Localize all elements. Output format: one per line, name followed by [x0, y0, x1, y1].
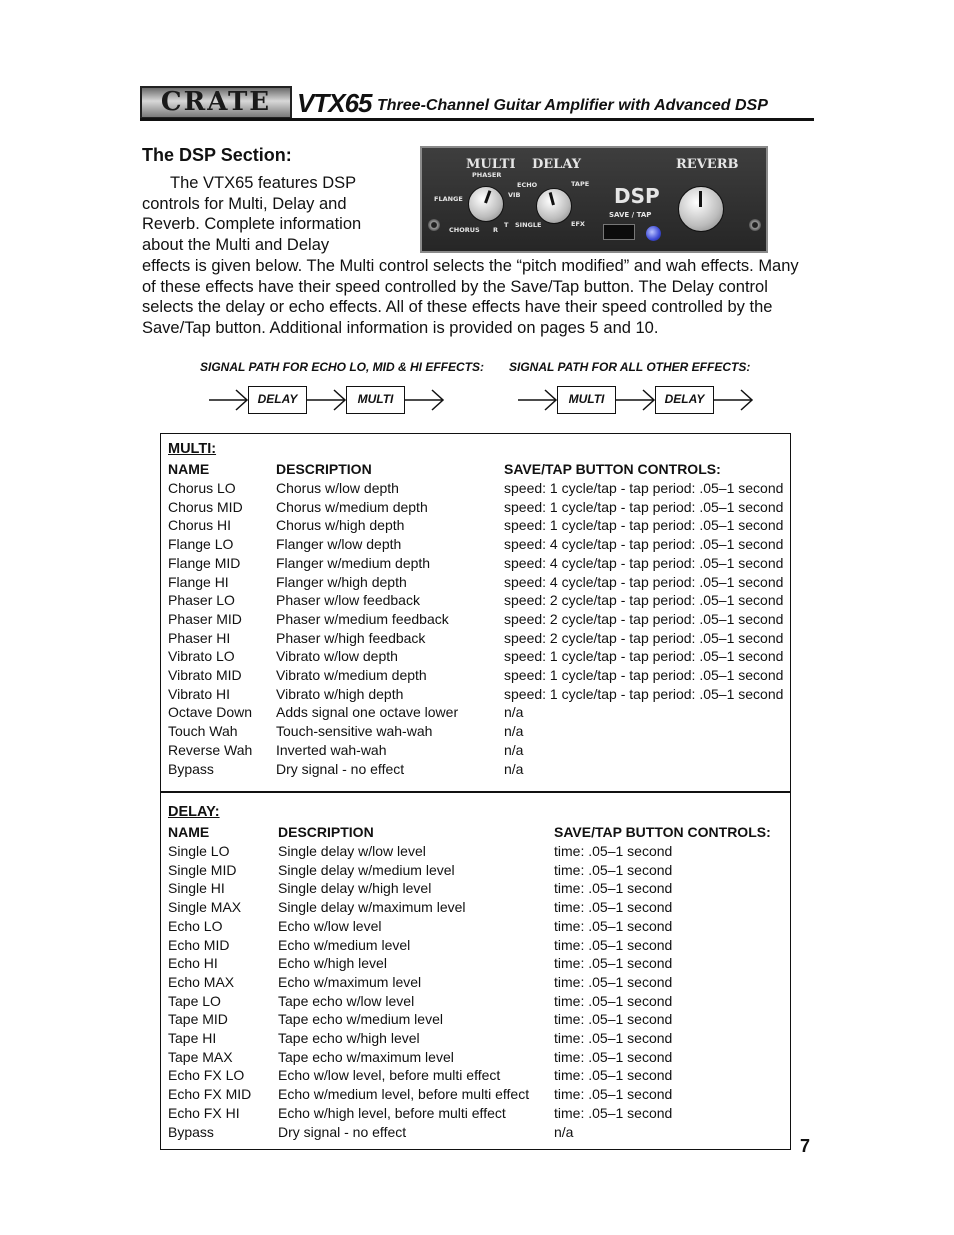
- table-row: [168, 879, 788, 898]
- table-row: [168, 992, 788, 1011]
- multi-header-name: NAME: [168, 461, 210, 477]
- cell-description: Single delay w/low level: [278, 843, 426, 859]
- table-row: [168, 685, 788, 704]
- cell-description: Chorus w/low depth: [276, 480, 399, 496]
- signal-path-label-other: SIGNAL PATH FOR ALL OTHER EFFECTS:: [509, 360, 751, 374]
- cell-name: Octave Down: [168, 704, 253, 721]
- save-tap-led: [646, 226, 661, 241]
- save-tap-label: SAVE / TAP: [609, 211, 652, 219]
- cell-controls: n/a: [504, 760, 524, 777]
- left-screw-icon: [428, 219, 440, 231]
- cell-name: Single MAX: [168, 899, 242, 916]
- marking-r: R: [493, 226, 499, 234]
- cell-description: Inverted wah-wah: [276, 741, 387, 758]
- cell-name: Phaser LO: [168, 592, 235, 609]
- cell-description: Tape echo w/maximum level: [278, 1048, 454, 1065]
- table-row: [168, 629, 788, 648]
- cell-description: Vibrato w/high depth: [276, 685, 404, 702]
- panel-reverb-label: REVERB: [676, 157, 739, 172]
- dsp-label: DSP: [614, 184, 660, 208]
- cell-name: Chorus HI: [168, 517, 232, 534]
- cell-name: Chorus LO: [168, 480, 236, 496]
- cell-controls: speed: 1 cycle/tap - tap period: .05–1 second: [504, 648, 784, 665]
- cell-name: Echo FX HI: [168, 1104, 240, 1121]
- multi-header-description: DESCRIPTION: [276, 461, 372, 477]
- cell-controls: time: .05–1 second: [554, 1086, 673, 1103]
- table-row: [168, 842, 788, 861]
- cell-description: Tape echo w/medium level: [278, 1011, 443, 1028]
- cell-controls: time: .05–1 second: [554, 1048, 673, 1065]
- cell-controls: speed: 4 cycle/tap - tap period: .05–1 second: [504, 554, 784, 571]
- cell-controls: n/a: [554, 1123, 574, 1140]
- cell-name: Single HI: [168, 880, 225, 897]
- table-row: [168, 591, 788, 610]
- multi-table-title: MULTI:: [168, 441, 217, 457]
- cell-description: Echo w/low level: [278, 917, 382, 934]
- cell-description: Vibrato w/low depth: [276, 648, 398, 665]
- header-subtitle: Three-Channel Guitar Amplifier with Advanced DSP: [377, 97, 768, 114]
- cell-name: Tape HI: [168, 1030, 217, 1046]
- cell-description: Echo w/high level, before multi effect: [278, 1104, 506, 1121]
- cell-name: Vibrato LO: [168, 648, 235, 665]
- table-row: [168, 666, 788, 685]
- table-row: [168, 973, 788, 992]
- table-row: [168, 554, 788, 573]
- cell-controls: n/a: [504, 741, 524, 758]
- cell-controls: speed: 4 cycle/tap - tap period: .05–1 second: [504, 573, 784, 590]
- cell-controls: speed: 2 cycle/tap - tap period: .05–1 second: [504, 629, 784, 646]
- cell-controls: speed: 1 cycle/tap - tap period: .05–1 second: [504, 480, 784, 496]
- save-tap-button[interactable]: [603, 224, 635, 240]
- cell-name: Echo FX LO: [168, 1067, 245, 1084]
- cell-name: Flange LO: [168, 536, 234, 553]
- signal-path-label-echo: SIGNAL PATH FOR ECHO LO, MID & HI EFFECTS:: [200, 360, 484, 374]
- signal-block-multi: MULTI: [346, 386, 405, 414]
- table-row: [168, 760, 788, 779]
- marking-single: SINGLE: [515, 221, 542, 229]
- cell-controls: time: .05–1 second: [554, 1030, 673, 1046]
- cell-description: Chorus w/high depth: [276, 517, 405, 534]
- cell-name: Flange MID: [168, 554, 241, 571]
- table-row: [168, 1104, 788, 1123]
- cell-controls: time: .05–1 second: [554, 861, 673, 878]
- cell-name: Tape LO: [168, 992, 221, 1009]
- cell-description: Flanger w/medium depth: [276, 554, 431, 571]
- cell-name: Phaser MID: [168, 610, 242, 627]
- signal-block-delay: DELAY: [655, 386, 714, 414]
- cell-controls: n/a: [504, 704, 524, 721]
- cell-controls: time: .05–1 second: [554, 843, 673, 859]
- cell-name: Phaser HI: [168, 629, 231, 646]
- table-row: [168, 703, 788, 722]
- cell-description: Chorus w/medium depth: [276, 498, 428, 515]
- marking-chorus: CHORUS: [449, 226, 480, 234]
- signal-path-arrows-echo: [207, 386, 447, 414]
- cell-controls: time: .05–1 second: [554, 1104, 673, 1121]
- cell-description: Echo w/maximum level: [278, 973, 422, 990]
- cell-description: Single delay w/maximum level: [278, 899, 466, 916]
- page-number: 7: [800, 1136, 811, 1156]
- panel-multi-label: MULTI: [466, 157, 516, 172]
- cell-name: Single LO: [168, 843, 230, 859]
- cell-name: Vibrato MID: [168, 667, 242, 683]
- table-row: [168, 917, 788, 936]
- cell-name: Single MID: [168, 861, 237, 878]
- marking-efx: EFX: [571, 220, 585, 228]
- cell-name: Bypass: [168, 1123, 214, 1140]
- cell-controls: speed: 1 cycle/tap - tap period: .05–1 second: [504, 517, 784, 534]
- cell-description: Adds signal one octave lower: [276, 704, 459, 721]
- right-screw-icon: [749, 219, 761, 231]
- marking-vib: VIB: [508, 191, 521, 199]
- table-row: [168, 1085, 788, 1104]
- cell-description: Echo w/low level, before multi effect: [278, 1067, 501, 1084]
- cell-controls: time: .05–1 second: [554, 899, 673, 916]
- cell-controls: speed: 1 cycle/tap - tap period: .05–1 second: [504, 667, 784, 683]
- signal-block-delay: DELAY: [248, 386, 307, 414]
- cell-controls: time: .05–1 second: [554, 880, 673, 897]
- table-divider: [160, 791, 791, 793]
- cell-controls: time: .05–1 second: [554, 955, 673, 972]
- cell-controls: speed: 1 cycle/tap - tap period: .05–1 second: [504, 685, 784, 702]
- panel-delay-label: DELAY: [532, 157, 582, 172]
- table-row: [168, 535, 788, 554]
- table-row: [168, 898, 788, 917]
- cell-name: Echo LO: [168, 917, 223, 934]
- cell-description: Vibrato w/medium depth: [276, 667, 427, 683]
- cell-description: Tape echo w/low level: [278, 992, 415, 1009]
- cell-description: Tape echo w/high level: [278, 1030, 420, 1046]
- cell-description: Echo w/medium level: [278, 936, 411, 953]
- table-row: [168, 498, 788, 517]
- cell-description: Dry signal - no effect: [278, 1123, 407, 1140]
- table-row: [168, 573, 788, 592]
- cell-name: Tape MAX: [168, 1048, 233, 1065]
- table-row: [168, 610, 788, 629]
- table-row: [168, 936, 788, 955]
- cell-name: Flange HI: [168, 573, 229, 590]
- delay-header-name: NAME: [168, 824, 210, 840]
- multi-knob[interactable]: [468, 186, 504, 222]
- cell-name: Tape MID: [168, 1011, 228, 1028]
- cell-description: Single delay w/medium level: [278, 861, 455, 878]
- cell-description: Dry signal - no effect: [276, 760, 405, 777]
- cell-name: Bypass: [168, 760, 214, 777]
- section-title: The DSP Section:: [142, 145, 292, 165]
- marking-phaser: PHASER: [472, 171, 502, 179]
- table-row: [168, 1048, 788, 1067]
- multi-header-controls: SAVE/TAP BUTTON CONTROLS:: [504, 461, 721, 477]
- cell-description: Touch-sensitive wah-wah: [276, 723, 433, 740]
- cell-controls: speed: 2 cycle/tap - tap period: .05–1 second: [504, 610, 784, 627]
- table-row: [168, 1123, 788, 1142]
- table-row: [168, 1029, 788, 1048]
- delay-knob[interactable]: [536, 188, 572, 224]
- cell-controls: speed: 4 cycle/tap - tap period: .05–1 second: [504, 536, 784, 553]
- cell-controls: time: .05–1 second: [554, 992, 673, 1009]
- cell-name: Reverse Wah: [168, 741, 253, 758]
- cell-description: Phaser w/medium feedback: [276, 610, 449, 627]
- cell-description: Echo w/high level: [278, 955, 387, 972]
- cell-controls: time: .05–1 second: [554, 1011, 673, 1028]
- cell-controls: speed: 1 cycle/tap - tap period: .05–1 second: [504, 498, 784, 515]
- cell-name: Echo HI: [168, 955, 218, 972]
- cell-name: Vibrato HI: [168, 685, 230, 702]
- table-row: [168, 741, 788, 760]
- signal-block-multi: MULTI: [557, 386, 616, 414]
- cell-name: Echo FX MID: [168, 1086, 252, 1103]
- crate-logo: CRATE: [140, 86, 292, 119]
- marking-t: T: [504, 221, 509, 229]
- cell-description: Single delay w/high level: [278, 880, 432, 897]
- table-row: [168, 516, 788, 535]
- header-rule: [140, 118, 814, 121]
- intro-paragraph-start: The VTX65 features DSP controls for Multi, Delay and Reverb. Complete information about the Multi and Delay: [142, 174, 362, 254]
- dsp-panel-illustration: [420, 146, 768, 253]
- marking-tape: TAPE: [571, 180, 590, 188]
- cell-name: Echo MID: [168, 936, 230, 953]
- cell-name: Touch Wah: [168, 723, 238, 740]
- intro-paragraph-continued: effects is given below. The Multi control selects the “pitch modified” and wah effects. Many of these effects have their speed controlled by the Save/Tap button. The Delay control selects the delay or echo effects. All of these effects have their speed controlled by the Save/Tap button. Additional information is provided on pages 5 and 10.: [142, 257, 799, 337]
- cell-description: Echo w/medium level, before multi effect: [278, 1086, 530, 1103]
- table-row: [168, 861, 788, 880]
- cell-name: Echo MAX: [168, 973, 235, 990]
- table-row: [168, 479, 788, 498]
- cell-name: Chorus MID: [168, 498, 243, 515]
- table-row: [168, 647, 788, 666]
- delay-header-description: DESCRIPTION: [278, 824, 374, 840]
- cell-description: Phaser w/high feedback: [276, 629, 426, 646]
- signal-path-arrows-other: [516, 386, 756, 414]
- cell-description: Flanger w/high depth: [276, 573, 407, 590]
- cell-controls: speed: 2 cycle/tap - tap period: .05–1 second: [504, 592, 784, 609]
- table-row: [168, 1066, 788, 1085]
- table-row: [168, 1010, 788, 1029]
- marking-flange: FLANGE: [434, 195, 463, 203]
- cell-controls: time: .05–1 second: [554, 936, 673, 953]
- model-name: VTX65: [297, 88, 372, 118]
- marking-echo: ECHO: [517, 181, 538, 189]
- cell-description: Flanger w/low depth: [276, 536, 402, 553]
- cell-controls: n/a: [504, 723, 524, 740]
- cell-controls: time: .05–1 second: [554, 973, 673, 990]
- cell-controls: time: .05–1 second: [554, 1067, 673, 1084]
- cell-description: Phaser w/low feedback: [276, 592, 420, 609]
- reverb-knob[interactable]: [678, 186, 724, 232]
- cell-controls: time: .05–1 second: [554, 917, 673, 934]
- delay-table-title: DELAY:: [168, 804, 220, 820]
- table-row: [168, 722, 788, 741]
- table-row: [168, 954, 788, 973]
- delay-header-controls: SAVE/TAP BUTTON CONTROLS:: [554, 824, 771, 840]
